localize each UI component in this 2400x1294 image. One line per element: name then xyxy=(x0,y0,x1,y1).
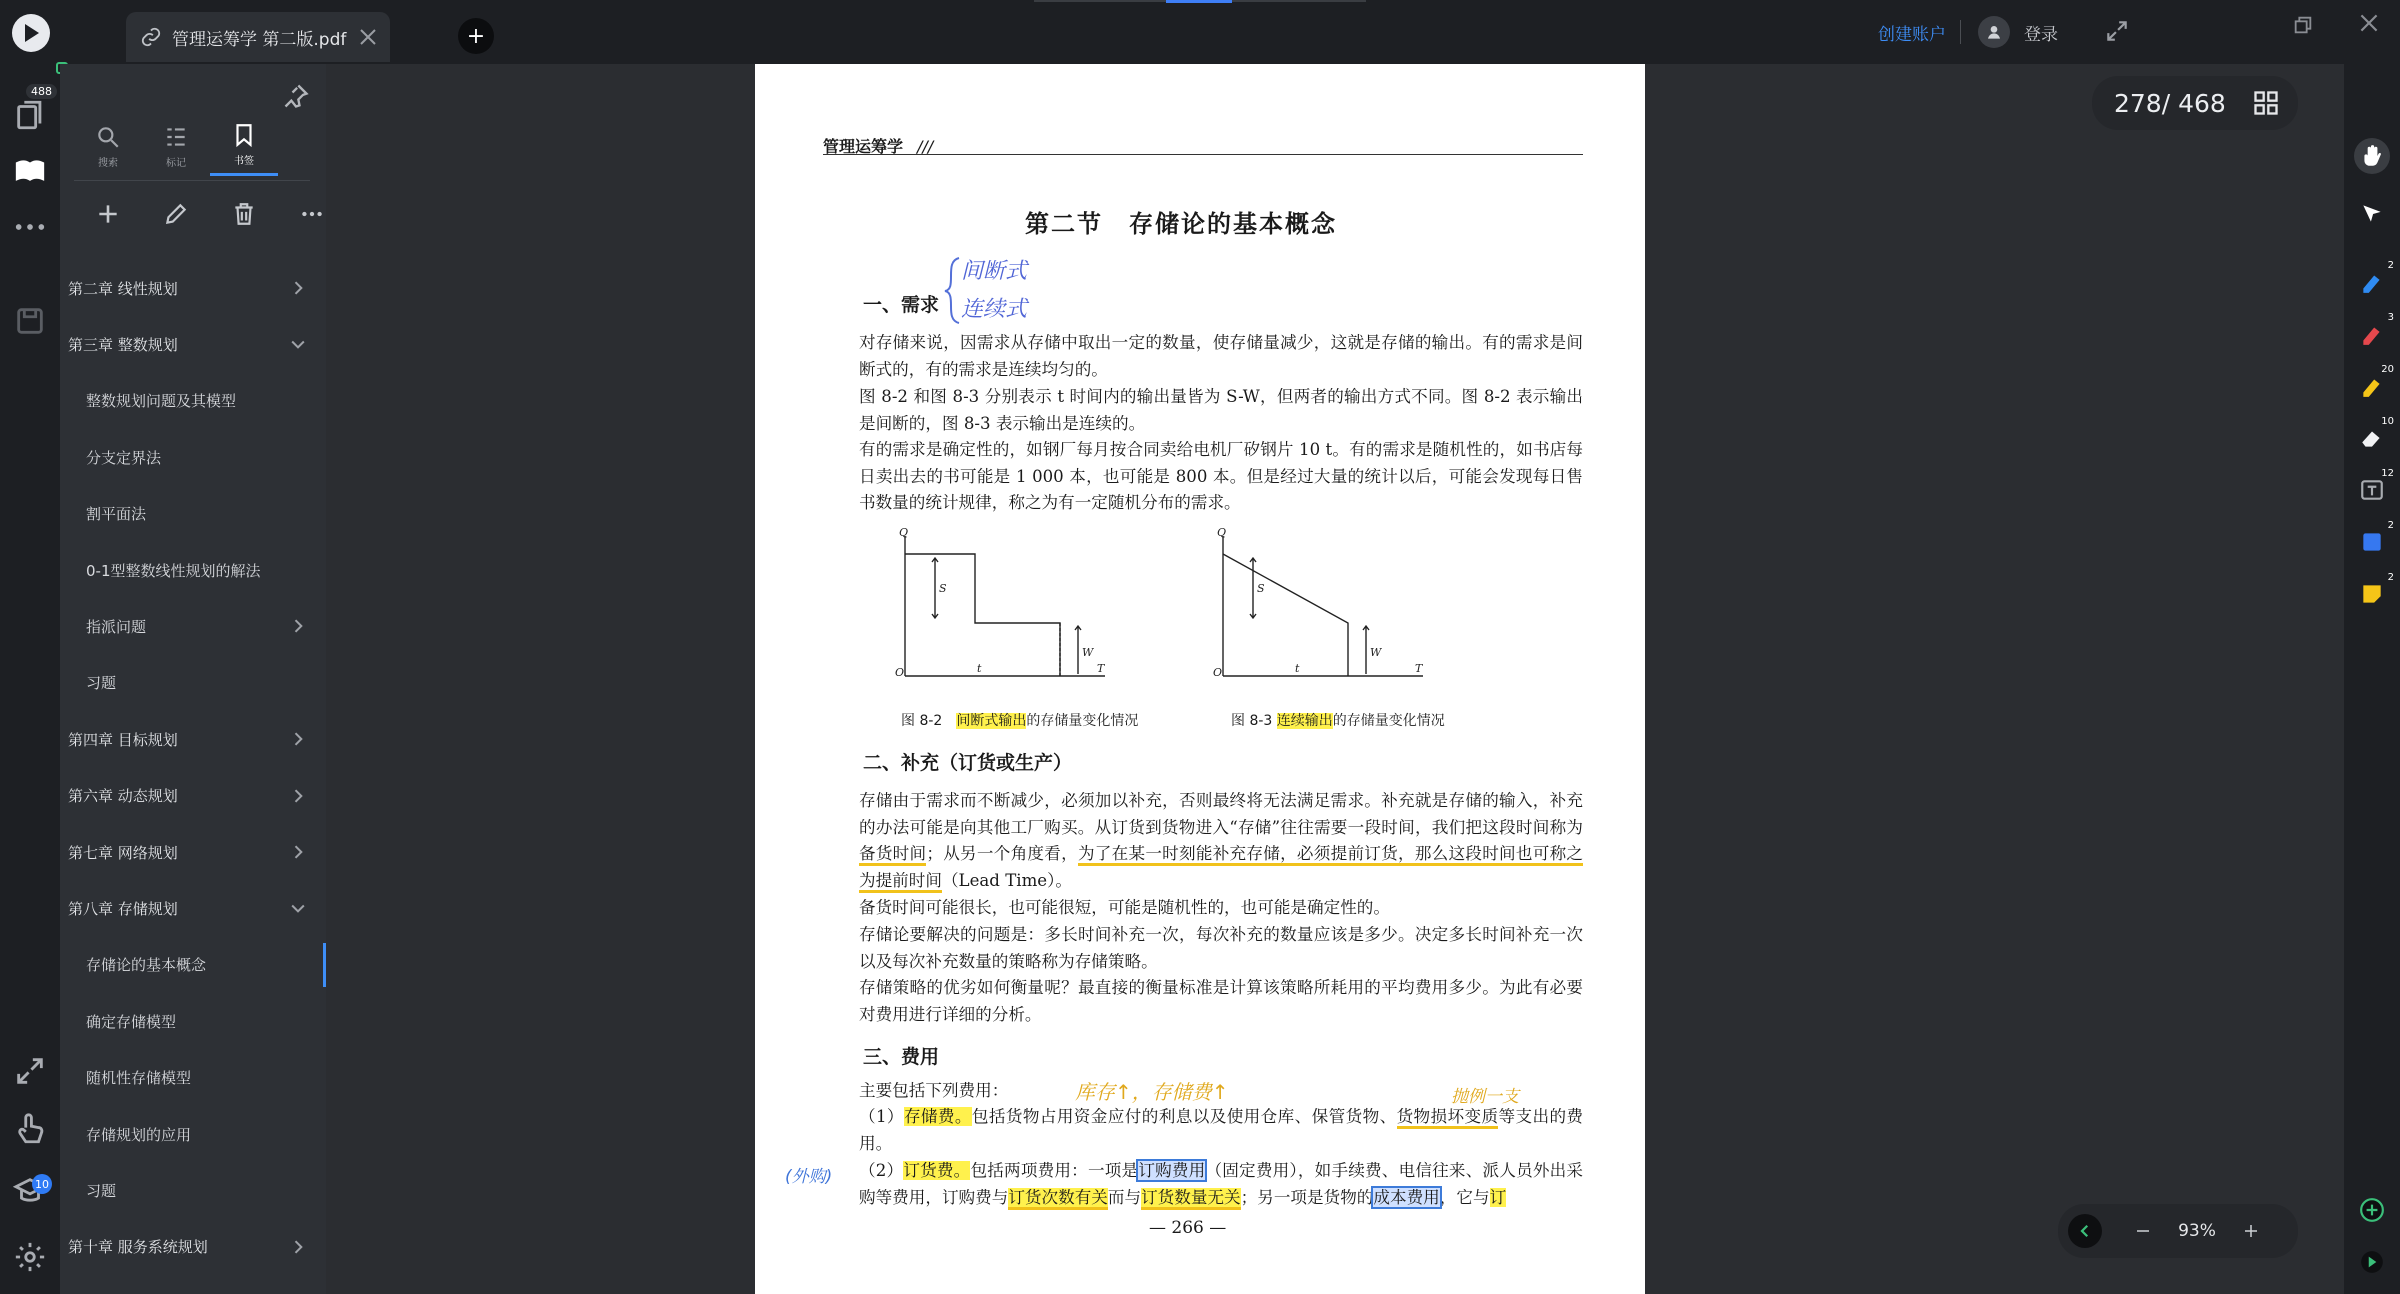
zoom-bar xyxy=(2058,1204,2298,1258)
toc-item-label: 第十章 服务系统规划 xyxy=(68,1238,208,1257)
paragraph-2-text: 图 8-2 和图 8-3 分别表示 t 时间内的输出量皆为 S-W，但两者的输出方式不同。图 8-2 表示输出是间断的，图 8-3 表示输出是连续的。 xyxy=(859,387,1583,433)
fig2-q: Q xyxy=(1217,526,1227,539)
caption-suffix: 的存储量变化情况 xyxy=(1332,713,1445,729)
fig1-o: O xyxy=(895,666,905,679)
user-icon xyxy=(1986,24,2002,40)
settings-icon[interactable] xyxy=(13,1240,47,1274)
restore-window-icon[interactable] xyxy=(2292,14,2314,36)
tool-count: 2 xyxy=(2387,260,2394,271)
figure-8-3 xyxy=(1213,526,1433,686)
text-box-icon xyxy=(2359,477,2385,503)
chevron-right-icon[interactable] xyxy=(288,842,308,862)
fig1-q: Q xyxy=(899,526,909,539)
toc-item[interactable] xyxy=(60,655,326,711)
highlighter-blue-tool[interactable] xyxy=(2356,260,2394,298)
paragraph-6-text: 存储论要解决的问题是：多长时间补充一次，每次补充的数量应该是多少。决定多长时间补充一次以及每次补充数量的策略称为存储策略。 xyxy=(859,925,1583,971)
save-icon[interactable] xyxy=(13,304,47,338)
tool-count: 20 xyxy=(2381,364,2394,375)
plus-icon xyxy=(2242,1222,2260,1240)
fig1-w: W xyxy=(1082,646,1094,659)
bookmark-actions xyxy=(74,192,346,236)
plus-icon xyxy=(95,201,121,227)
sticky-note-icon xyxy=(2359,581,2385,607)
document-tab[interactable] xyxy=(126,12,390,62)
tab-title: 管理运筹学 第二版.pdf xyxy=(172,29,347,50)
p10-text-5: ，它与 xyxy=(1439,1187,1490,1207)
edit-bookmark-button[interactable] xyxy=(142,192,210,236)
p9-highlight[interactable]: 存储费。 xyxy=(903,1107,972,1126)
paragraph-3-text: 有的需求是确定性的，如钢厂每月按合同卖给电机厂矽钢片 10 t。有的需求是随机性的，如书店每日卖出去的书可能是 1 000 本，也可能是 800 本。但是经过大量的统计以后，可能会发现每日售书数量的统计规律，称之为有一定随机分布的需求。 xyxy=(859,440,1583,512)
toc-item[interactable] xyxy=(60,316,326,372)
paragraph-1-text: 对存储来说，因需求从存储中取出一定的数量，使存储量减少，这就是存储的输出。有的需求是间断式的，有的需求是连续均匀的。 xyxy=(859,333,1583,379)
toc-item-label: 第八章 存储规划 xyxy=(68,899,178,918)
collapse-button[interactable] xyxy=(2068,1214,2102,1248)
plus-circle-icon xyxy=(2359,1197,2385,1223)
divider xyxy=(1960,20,1961,44)
close-window-icon[interactable] xyxy=(2356,10,2382,36)
p10-text-2: （固定费用），如手续费、电信往来、派人员外出采购等费用，订购费与 xyxy=(859,1161,1584,1207)
p10-num: （2） xyxy=(859,1161,904,1180)
window-drag-accent xyxy=(1166,0,1232,3)
continuous-curve xyxy=(1223,554,1348,676)
blue-shape-tool[interactable] xyxy=(2356,520,2394,558)
section-title: 第二节 存储论的基本概念 xyxy=(1025,209,1337,238)
toc-item[interactable] xyxy=(60,824,326,880)
assistant-icon xyxy=(2359,1249,2385,1275)
chat-badge: 10 xyxy=(32,1174,52,1194)
tab-marks-label: 标记 xyxy=(166,157,186,169)
p9-underline[interactable]: 货物损坏变质 xyxy=(1397,1107,1499,1129)
pencil-icon xyxy=(163,201,189,227)
paragraph-7-text: 存储策略的优劣如何衡量呢？最直接的衡量标准是计算该策略所耗用的平均费用多少。为此有必要对费用进行详细的分析。 xyxy=(859,978,1583,1024)
guide-line xyxy=(1060,623,1078,676)
heading-demand: 一、需求 xyxy=(863,294,940,316)
side-panel xyxy=(60,64,326,1294)
current-page[interactable]: 278 xyxy=(2114,88,2162,118)
caption-highlight[interactable]: 间断式输出 xyxy=(956,713,1027,729)
toc-item-label: 确定存储模型 xyxy=(86,1012,177,1031)
p10-text-3: 而与 xyxy=(1107,1187,1142,1207)
toc-item[interactable] xyxy=(60,1219,326,1275)
heading-cost: 三、费用 xyxy=(863,1046,940,1068)
chevron-down-icon[interactable] xyxy=(288,898,308,918)
toc-item-label: 第二章 线性规划 xyxy=(68,279,178,298)
paragraph-2 xyxy=(823,384,1583,437)
toc-item-label: 第四章 目标规划 xyxy=(68,730,178,749)
pdf-page[interactable] xyxy=(755,64,1645,1294)
hand-pointer-icon[interactable] xyxy=(13,1112,47,1146)
tool-count: 2 xyxy=(2387,572,2394,583)
p4-underline-advance[interactable]: 为了在某一时刻能补充存储，必须提前订货，那么这段时间也可称之为提前时间 xyxy=(859,844,1583,893)
p4-text-3: （Lead Time）。 xyxy=(941,870,1073,890)
tab-marks[interactable] xyxy=(142,116,210,176)
paragraph-1 xyxy=(823,330,1583,383)
p10-text-4: ；另一项是货物的 xyxy=(1240,1187,1374,1207)
paragraph-8-text: 主要包括下列费用： xyxy=(859,1081,1009,1100)
toc-item-label: 习题 xyxy=(86,1181,117,1200)
bookmark-tree xyxy=(60,260,326,1275)
toc-item[interactable] xyxy=(60,486,326,542)
p4-text: 存储由于需求而不断减少，必须加以补充，否则最终将无法满足需求。补充就是存储的输入，补充的办法可能是向其他工厂购买。从订货到货物进入“存储”往往需要一段时间，我们把这段时间称为 xyxy=(859,791,1583,837)
tab-bookmarks[interactable] xyxy=(210,116,278,176)
minus-icon xyxy=(2134,1222,2152,1240)
paragraph-3 xyxy=(823,437,1583,517)
toc-item-label: 分支定界法 xyxy=(86,448,162,467)
add-tool-button[interactable] xyxy=(2356,1194,2388,1226)
cursor-icon xyxy=(2359,201,2385,227)
toc-item[interactable] xyxy=(60,993,326,1049)
header-slashes: /// xyxy=(917,137,934,156)
p10-highlight-quantity[interactable]: 订货数量无关 xyxy=(1141,1188,1241,1210)
chevron-down-icon[interactable] xyxy=(288,334,308,354)
documents-icon[interactable] xyxy=(13,98,47,132)
toc-item-label: 指派问题 xyxy=(86,618,147,637)
panel-tabs xyxy=(74,116,278,176)
figure-8-2 xyxy=(895,526,1115,686)
s-arrow xyxy=(1250,558,1256,618)
grid-view-icon[interactable] xyxy=(2252,89,2280,117)
chevron-right-icon[interactable] xyxy=(288,786,308,806)
toc-item-label: 第三章 整数规划 xyxy=(68,336,178,355)
highlighter-yellow-tool[interactable] xyxy=(2356,364,2394,402)
toc-item[interactable] xyxy=(60,937,326,993)
caption-suffix: 的存储量变化情况 xyxy=(1026,713,1139,729)
user-avatar[interactable] xyxy=(1978,16,2010,48)
tab-search-label: 搜索 xyxy=(98,157,118,169)
select-tool[interactable] xyxy=(2356,198,2388,230)
toc-item[interactable] xyxy=(60,1162,326,1218)
marker-red-icon xyxy=(2359,321,2385,347)
sticky-note-tool[interactable] xyxy=(2356,572,2394,610)
pin-icon[interactable] xyxy=(282,82,310,110)
hand-note-outside: (外购) xyxy=(785,1167,833,1187)
w-arrow xyxy=(1075,626,1081,674)
toc-item-label: 习题 xyxy=(86,674,117,693)
chevron-right-icon[interactable] xyxy=(288,616,308,636)
assistant-button[interactable] xyxy=(2356,1246,2388,1278)
toc-item-label: 整数规划问题及其模型 xyxy=(86,392,237,411)
p10-highlight[interactable]: 订货费。 xyxy=(903,1161,971,1180)
page-counter[interactable] xyxy=(2092,76,2298,130)
title-bar xyxy=(0,0,2400,64)
hand-note-continuous: 连续式 xyxy=(961,297,1028,322)
intermittent-curve xyxy=(905,554,1060,676)
w-arrow xyxy=(1363,626,1369,674)
hand-note-once: 抛例一支 xyxy=(1451,1087,1519,1107)
zoom-out-button[interactable] xyxy=(2126,1214,2160,1248)
fig2-s: S xyxy=(1257,582,1265,595)
p10-box-cost[interactable]: 成本费用 xyxy=(1373,1187,1440,1207)
tool-count: 12 xyxy=(2381,468,2394,479)
paragraph-7 xyxy=(823,975,1583,1028)
hand-icon xyxy=(2359,143,2385,169)
new-tab-button[interactable]: + xyxy=(458,18,494,54)
header-text: 管理运筹学 xyxy=(823,137,904,156)
chevron-right-icon[interactable] xyxy=(288,1237,308,1257)
s-arrow xyxy=(932,558,938,618)
fig2-T: T xyxy=(1415,662,1423,675)
delete-bookmark-button[interactable] xyxy=(210,192,278,236)
divider xyxy=(74,180,310,181)
more-icon[interactable] xyxy=(13,210,47,244)
toc-item-label: 随机性存储模型 xyxy=(86,1069,192,1088)
toc-item-label: 存储规划的应用 xyxy=(86,1125,192,1144)
paragraph-9 xyxy=(823,1104,1583,1157)
tab-search[interactable] xyxy=(74,116,142,176)
bookmark-icon xyxy=(231,122,257,148)
toc-item-label: 0-1型整数线性规划的解法 xyxy=(86,561,261,580)
hand-note-intermittent: 间断式 xyxy=(961,259,1028,284)
p4-text-2: ；从另一个角度看， xyxy=(926,844,1078,863)
toc-item[interactable] xyxy=(60,1106,326,1162)
heading-supply: 二、补充（订货或生产） xyxy=(863,752,1073,774)
add-bookmark-button[interactable] xyxy=(74,192,142,236)
paragraph-10 xyxy=(823,1158,1583,1211)
marker-blue-icon xyxy=(2359,269,2385,295)
tool-count: 3 xyxy=(2387,312,2394,323)
fig2-t: t xyxy=(1295,662,1300,675)
fig2-o: O xyxy=(1213,666,1223,679)
login-link[interactable]: 登录 xyxy=(2024,25,2058,45)
chevron-left-icon xyxy=(2076,1222,2094,1240)
marker-yellow-icon xyxy=(2359,373,2385,399)
blue-square-icon xyxy=(2359,529,2385,555)
create-account-link[interactable]: 创建账户 xyxy=(1878,25,1946,45)
more-horizontal-icon xyxy=(299,201,325,227)
toc-item[interactable] xyxy=(60,768,326,824)
library-icon[interactable] xyxy=(13,154,47,188)
eraser-icon xyxy=(2359,425,2385,451)
caption-highlight[interactable]: 连续输出 xyxy=(1276,713,1333,729)
text-tool[interactable] xyxy=(2356,468,2394,506)
p10-text: 包括两项费用：一项是 xyxy=(970,1161,1139,1180)
p9-num: （1） xyxy=(859,1107,904,1126)
tool-rail xyxy=(2344,64,2400,1294)
search-icon xyxy=(95,124,121,150)
toc-item[interactable] xyxy=(60,1049,326,1105)
total-pages: / 468 xyxy=(2161,88,2226,118)
paragraph-5-text: 备货时间可能很长，也可能很短，可能是随机性的，也可能是确定性的。 xyxy=(859,898,1390,917)
trash-icon xyxy=(231,201,257,227)
hand-tool[interactable] xyxy=(2354,138,2390,174)
toc-item[interactable] xyxy=(60,711,326,767)
hand-note-inventory: 库存↑，存储费↑ xyxy=(1075,1080,1229,1104)
documents-badge: 488 xyxy=(26,84,57,99)
toc-item[interactable] xyxy=(60,598,326,654)
app-logo[interactable] xyxy=(12,14,50,52)
paragraph-5 xyxy=(823,895,1583,922)
fig1-t: t xyxy=(977,662,982,675)
left-rail xyxy=(0,64,60,1294)
eraser-tool[interactable] xyxy=(2356,416,2394,454)
toc-item-label: 第七章 网络规划 xyxy=(68,843,178,862)
tab-bookmarks-label: 书签 xyxy=(234,156,254,167)
p9-text-2: 等支出的费用。 xyxy=(859,1107,1584,1153)
zoom-in-button[interactable] xyxy=(2234,1214,2268,1248)
header-rule xyxy=(823,154,1583,155)
fig2-w: W xyxy=(1370,646,1382,659)
p10-highlight-end[interactable]: 订 xyxy=(1489,1187,1507,1207)
toc-item[interactable] xyxy=(60,429,326,485)
caption-prefix: 图 8-3 xyxy=(1231,713,1277,729)
tool-count: 10 xyxy=(2381,416,2394,427)
expand-arrows-icon[interactable] xyxy=(13,1054,47,1088)
toc-item[interactable] xyxy=(60,373,326,429)
p10-highlight-count[interactable]: 订货次数有关 xyxy=(1008,1188,1108,1210)
caption-prefix: 图 8-2 xyxy=(901,713,957,729)
paragraph-4 xyxy=(823,788,1583,894)
p9-text: 包括货物占用资金应付的利息以及使用仓库、保管货物、 xyxy=(971,1107,1397,1126)
fig1-T: T xyxy=(1097,662,1105,675)
highlighter-red-tool[interactable] xyxy=(2356,312,2394,350)
close-tab-icon[interactable] xyxy=(356,25,380,49)
toc-item-label: 第六章 动态规划 xyxy=(68,787,178,806)
toc-item-label: 存储论的基本概念 xyxy=(86,956,207,975)
fig1-s: S xyxy=(939,582,947,595)
zoom-level[interactable]: 93% xyxy=(2178,1221,2216,1241)
p10-box-order[interactable]: 订购费用 xyxy=(1138,1161,1206,1180)
p4-underline-lead[interactable]: 备货时间 xyxy=(859,844,926,866)
toc-item-label: 割平面法 xyxy=(86,505,147,524)
hand-brace xyxy=(943,256,963,326)
page-number: — 266 — xyxy=(1149,1218,1227,1238)
link-icon xyxy=(140,26,162,48)
tool-count: 2 xyxy=(2387,520,2394,531)
chevron-right-icon[interactable] xyxy=(288,278,308,298)
toc-item[interactable] xyxy=(60,880,326,936)
figure-8-3-caption xyxy=(1231,710,1445,730)
figure-8-2-caption xyxy=(901,710,1138,730)
marks-icon xyxy=(163,124,189,150)
chevron-right-icon[interactable] xyxy=(288,729,308,749)
toc-item[interactable] xyxy=(60,260,326,316)
paragraph-6 xyxy=(823,922,1583,975)
toc-item[interactable] xyxy=(60,542,326,598)
fullscreen-icon[interactable] xyxy=(2104,18,2130,44)
